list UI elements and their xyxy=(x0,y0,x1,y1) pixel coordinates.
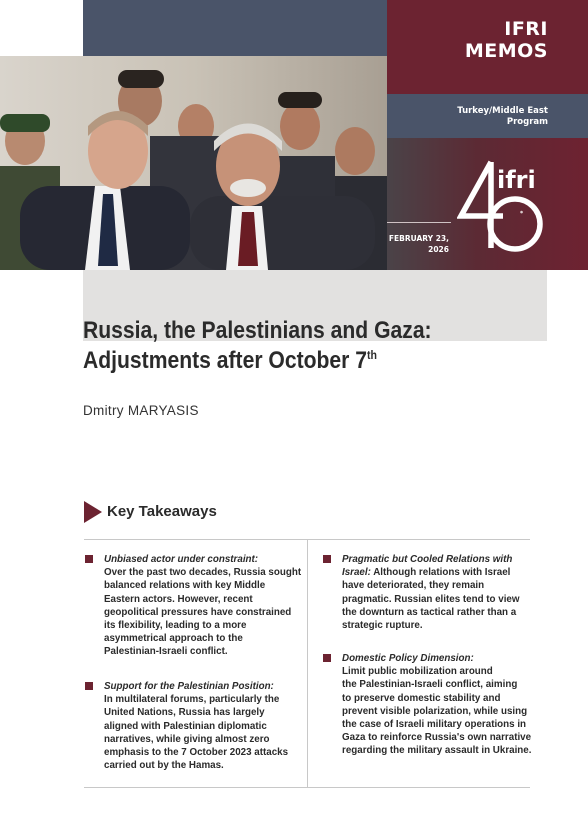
publication-date-line2: 2026 xyxy=(428,245,449,254)
takeaway-line: geopolitical pressures have constrained xyxy=(104,606,292,618)
takeaway-line: balanced relations with key Middle xyxy=(104,580,266,592)
document-title xyxy=(83,316,497,376)
takeaway-heading: Domestic Policy Dimension: xyxy=(342,653,474,664)
date-panel xyxy=(387,138,588,270)
takeaway-line: pragmatic. Russian elites tend to view xyxy=(342,593,520,605)
takeaway-line: Gaza to reinforce Russia's own narrative xyxy=(342,732,532,744)
bullet-square-icon xyxy=(323,555,331,563)
takeaway-line: have deteriorated, they remain xyxy=(342,580,485,592)
logo-text: ifri xyxy=(497,166,536,194)
takeaway-text xyxy=(104,680,288,772)
takeaway-line: the Palestinian-Israeli conflict, aiming xyxy=(342,679,518,691)
takeaway-line: In multilateral forums, particularly the xyxy=(104,694,280,706)
document-title-superscript: th xyxy=(367,348,377,362)
svg-text:●: ● xyxy=(520,210,524,214)
series-label-line1: IFRI xyxy=(504,18,548,40)
bullet-square-icon xyxy=(85,682,93,690)
takeaway-line: narratives, while giving almost zero xyxy=(104,733,270,745)
takeaway-line: asymmetrical approach to the xyxy=(104,633,243,645)
ifri-40-logo xyxy=(457,158,557,258)
takeaway-line: aligned with Palestinian diplomatic xyxy=(104,720,267,732)
takeaway-heading: Pragmatic but Cooled Relations with xyxy=(342,554,513,565)
header-top-bar xyxy=(83,0,387,56)
takeaway-text xyxy=(342,553,519,632)
takeaway-heading-end: Israel: xyxy=(342,567,371,579)
takeaways-arrow-icon xyxy=(84,501,102,523)
takeaways-column-divider xyxy=(307,539,308,787)
program-label-line1: Turkey/Middle East xyxy=(457,106,548,116)
publication-date xyxy=(387,233,449,255)
takeaway-line: the case of Israeli military operations in xyxy=(342,719,527,731)
series-label-line2: MEMOS xyxy=(464,40,548,62)
takeaways-heading: Key Takeaways xyxy=(107,503,217,520)
takeaway-text xyxy=(342,652,531,758)
takeaway-line: regarding the military assault in Ukraine. xyxy=(342,745,532,757)
document-title-line2 xyxy=(83,346,497,376)
takeaway-text xyxy=(104,553,301,659)
takeaway-line: the downturn as tactical rather than a xyxy=(342,606,517,618)
takeaway-line: Limit public mobilization around xyxy=(342,666,493,678)
photo-of-officials-icon xyxy=(0,56,387,270)
takeaways-bottom-rule xyxy=(84,787,530,788)
takeaway-line: to preserve domestic stability and xyxy=(342,692,501,704)
takeaway-line: Over the past two decades, Russia sought xyxy=(104,567,302,579)
publication-date-line1: FEBRUARY 23, xyxy=(388,234,449,243)
takeaway-heading: Support for the Palestinian Position: xyxy=(104,681,274,692)
takeaway-line: United Nations, Russia has largely xyxy=(104,707,265,719)
takeaway-line: strategic rupture. xyxy=(342,620,423,632)
bullet-square-icon xyxy=(85,555,93,563)
takeaway-heading: Unbiased actor under constraint: xyxy=(104,554,259,565)
takeaway-line: carried out by the Hamas. xyxy=(104,760,224,772)
series-label xyxy=(387,0,588,94)
cover-photo xyxy=(0,56,387,270)
program-label-line2: Program xyxy=(506,117,548,127)
author-name: Dmitry MARYASIS xyxy=(83,403,199,418)
bullet-square-icon xyxy=(323,654,331,662)
document-title-line2-text: Adjustments after October 7 xyxy=(83,347,368,374)
takeaway-line: Palestinian-Israeli conflict. xyxy=(104,646,228,658)
takeaway-line: Eastern actors. However, recent xyxy=(104,593,253,605)
takeaway-inline-text: Although relations with Israel xyxy=(370,567,511,579)
takeaway-line: emphasis to the 7 October 2023 attacks xyxy=(104,747,289,759)
date-divider xyxy=(387,222,451,223)
takeaway-line: its flexibility, leading to a more xyxy=(104,620,247,632)
document-title-line1: Russia, the Palestinians and Gaza: xyxy=(83,317,432,344)
ifri-40-logo-icon xyxy=(457,158,557,258)
takeaway-line xyxy=(342,566,519,579)
takeaway-line: prevent visible polarization, while using xyxy=(342,705,528,717)
program-label xyxy=(387,94,588,138)
